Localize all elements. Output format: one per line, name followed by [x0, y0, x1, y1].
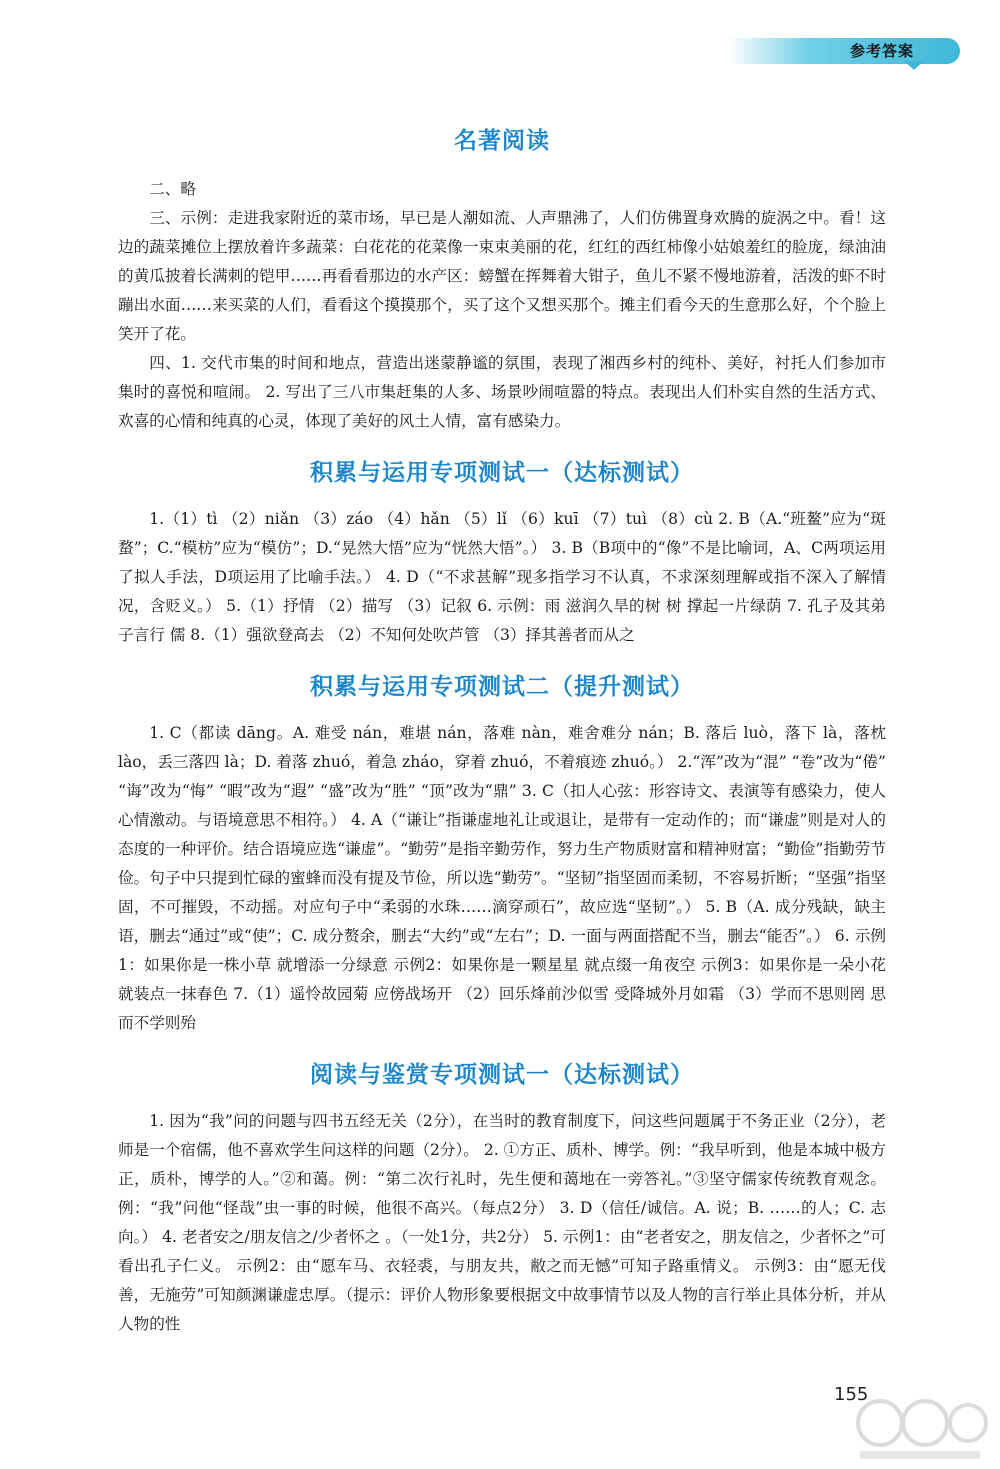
- section-title-jilei-1: 积累与运用专项测试一（达标测试）: [310, 460, 694, 486]
- banner-tail-decoration: [904, 61, 924, 70]
- answer-paragraph: 1. 因为“我”问的问题与四书五经无关（2分），在当时的教育制度下，问这些问题属于不务正业（2分），老师是一个宿儒，他不喜欢学生问这样的问题（2分）。 2. ①方正、质朴、博学。例：“我早听到，他是本城中极方正，质朴，博学的人。”②和蔼。例：“第二次行礼时，先生便和蔼地在一旁答礼。”③坚守儒家传统教育观念。例：“我”问他“怪哉”虫一事的时候，他很不高兴。（每点2分） 3. D（信任/诚信。A. 说；B. ……的人；C. 志向。） 4. 老者安之/朋友信之/少者怀之 。（一处1分，共2分） 5. 示例1：由“老者安之，朋友信之，少者怀之”可看出孔子仁义。 示例2：由“愿车马、衣轻裘，与朋友共，敝之而无憾”可知子路重情义。 示例3：由“愿无伐善，无施劳”可知颜渊谦虚忠厚。（提示：评价人物形象要根据文中故事情节以及人物的言行举止具体分析，并从人物的性: [118, 1112, 886, 1333]
- answer-paragraph: 二、略: [149, 180, 196, 198]
- header-banner: [728, 38, 960, 64]
- answer-paragraph: 1.（1）tì （2）niǎn （3）záo （4）hǎn （5）lǐ （6）kuī （7）tuì （8）cù 2. B（A.“班鳌”应为“斑蝥”；C.“模枋”应为“模仿”；D.“晃然大悟”应为“恍然大悟”。） 3. B（B项中的“像”不是比喻词，A、C两项运用了拟人手法，D项运用了比喻手法。） 4. D（“不求甚解”现多指学习不认真，不求深刻理解或指不深入了解情况，含贬义。） 5.（1）抒情 （2）描写 （3）记叙 6. 示例：雨 滋润久旱的树 树 撑起一片绿荫 7. 孔子及其弟子言行 儒 8.（1）强欲登高去 （2）不知何处吹芦管 （3）择其善者而从之: [118, 510, 886, 644]
- answer-paragraph: 1. C（都读 dāng。A. 难受 nán，难堪 nán，落难 nàn，难舍难分 nán；B. 落后 luò，落下 là，落枕 lào，丢三落四 là；D. 着落 zhuó，着急 zháo，穿着 zhuó，不着痕迹 zhuó。） 2.“浑”改为“混” “卷”改为“倦” “诲”改为“悔” “暇”改为“遐” “盛”改为“胜” “顶”改为“鼎” 3. C（扣人心弦：形容诗文、表演等有感染力，使人心情激动。与语境意思不相符。） 4. A（“谦让”指谦虚地礼让或退让，是带有一定动作的；而“谦虚”则是对人的态度的一种评价。结合语境应选“谦虚”。“勤劳”是指辛勤劳作，努力生产物质财富和精神财富；“勤俭”指勤劳节俭。句子中只提到忙碌的蜜蜂而没有提及节俭，所以选“勤劳”。“坚韧”指坚固而柔韧，不容易折断；“坚强”指坚固，不可摧毁，不动摇。对应句子中“柔弱的水珠……滴穿顽石”，故应选“坚韧”。） 5. B（A. 成分残缺，缺主语，删去“通过”或“使”；C. 成分赘余，删去“大约”或“左右”；D. 一面与两面搭配不当，删去“能否”。） 6. 示例1：如果你是一株小草 就增添一分绿意 示例2：如果你是一颗星星 就点缀一角夜空 示例3：如果你是一朵小花 就装点一抹春色 7.（1）遥怜故园菊 应傍战场开 （2）回乐烽前沙似雪 受降城外月如霜 （3）学而不思则罔 思而不学则殆: [118, 724, 886, 1032]
- section-title-jilei-2: 积累与运用专项测试二（提升测试）: [310, 674, 694, 700]
- watermark-logo: [850, 1395, 990, 1465]
- section-title-yuedu-1: 阅读与鉴赏专项测试一（达标测试）: [310, 1062, 694, 1088]
- answer-paragraph: 三、示例：走进我家附近的菜市场，早已是人潮如流、人声鼎沸了，人们仿佛置身欢腾的旋涡之中。看！这边的蔬菜摊位上摆放着许多蔬菜：白花花的花菜像一束束美丽的花，红红的西红柿像小姑娘羞红的脸庞，绿油油的黄瓜披着长满刺的铠甲……再看看那边的水产区：螃蟹在挥舞着大钳子，鱼儿不紧不慢地游着，活泼的虾不时蹦出水面……来买菜的人们，看看这个摸摸那个，买了这个又想买那个。摊主们看今天的生意那么好，个个脸上笑开了花。: [118, 209, 886, 343]
- page-number: 155: [834, 1384, 869, 1405]
- page-content: [118, 122, 886, 1339]
- answer-paragraph: 四、1. 交代市集的时间和地点，营造出迷蒙静谧的氛围，表现了湘西乡村的纯朴、美好，衬托人们参加市集时的喜悦和喧闹。 2. 写出了三八市集赶集的人多、场景吵闹喧嚣的特点。表现出人们朴实自然的生活方式、欢喜的心情和纯真的心灵，体现了美好的风土人情，富有感染力。: [118, 354, 886, 430]
- banner-label: 参考答案: [849, 42, 914, 60]
- section-title-mingzhu: 名著阅读: [454, 128, 550, 154]
